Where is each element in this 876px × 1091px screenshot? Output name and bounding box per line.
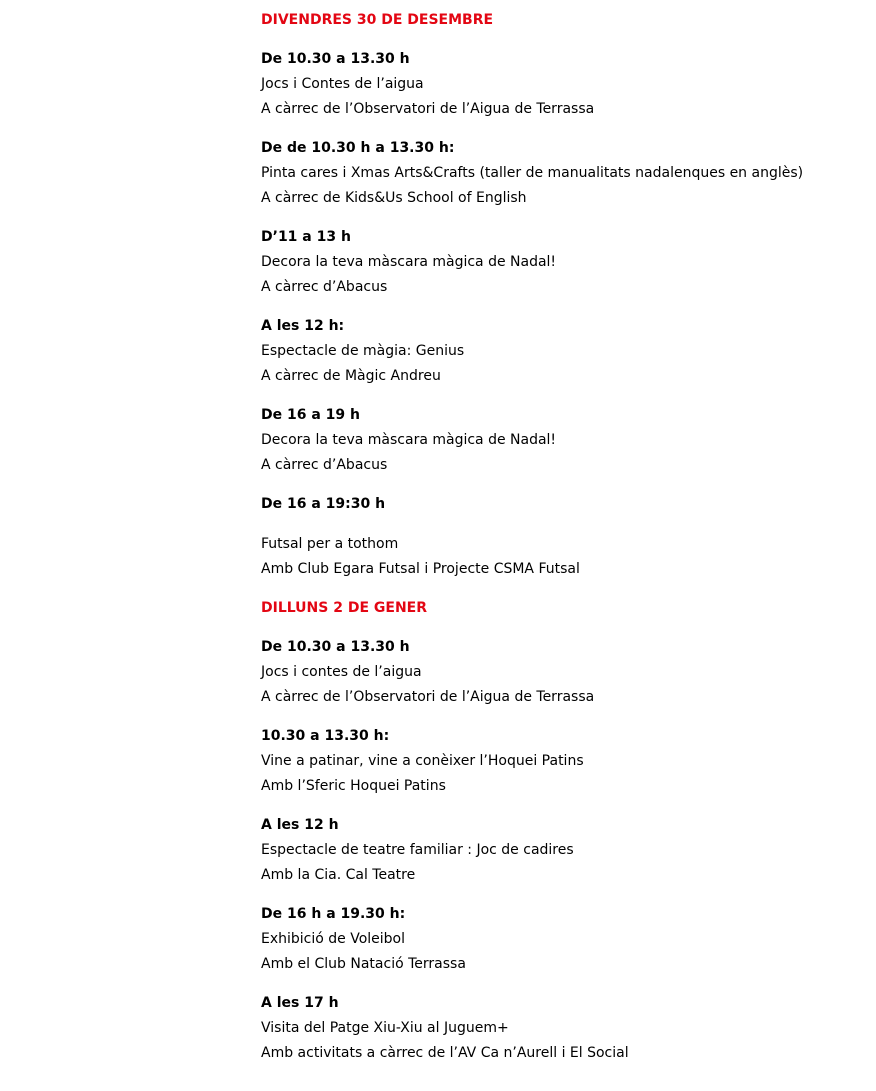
event-item (261, 314, 861, 389)
event-activity: Exhibició de Voleibol (261, 931, 406, 947)
event-time: A les 12 h: (261, 318, 345, 334)
event-time: A les 12 h (261, 817, 339, 833)
event-activity: Vine a patinar, vine a conèixer l’Hoquei Patins (261, 753, 584, 769)
event-organizer: A càrrec de l’Observatori de l’Aigua de Terrassa (261, 101, 595, 117)
event-time: De 16 h a 19.30 h: (261, 906, 406, 922)
event-activity: Decora la teva màscara màgica de Nadal! (261, 254, 557, 270)
event-activity: Visita del Patge Xiu-Xiu al Juguem+ (261, 1020, 509, 1036)
event-organizer: Amb la Cia. Cal Teatre (261, 867, 416, 883)
event-item (261, 225, 861, 300)
event-item (261, 813, 861, 888)
event-activity: Jocs i contes de l’aigua (261, 664, 422, 680)
event-time: De de 10.30 h a 13.30 h: (261, 140, 455, 156)
event-time: De 16 a 19 h (261, 407, 360, 423)
event-activity: Futsal per a tothom (261, 536, 399, 552)
event-item (261, 47, 861, 122)
event-organizer: A càrrec de l’Observatori de l’Aigua de Terrassa (261, 689, 595, 705)
event-activity: Espectacle de teatre familiar : Joc de cadires (261, 842, 574, 858)
event-time: 10.30 a 13.30 h: (261, 728, 390, 744)
event-activity: Pinta cares i Xmas Arts&Crafts (taller de manualitats nadalenques en anglès) (261, 165, 804, 181)
program-content (261, 0, 861, 1066)
event-item (261, 635, 861, 710)
day-section (261, 596, 861, 1066)
event-item (261, 403, 861, 478)
event-item (261, 136, 861, 211)
event-activity: Decora la teva màscara màgica de Nadal! (261, 432, 557, 448)
event-item (261, 902, 861, 977)
event-item (261, 492, 861, 582)
event-organizer: A càrrec d’Abacus (261, 279, 388, 295)
event-time: A les 17 h (261, 995, 339, 1011)
event-activity: Jocs i Contes de l’aigua (261, 76, 424, 92)
event-time: De 16 a 19:30 h (261, 496, 386, 512)
event-activity: Espectacle de màgia: Genius (261, 343, 465, 359)
event-organizer: Amb el Club Natació Terrassa (261, 956, 466, 972)
event-item (261, 724, 861, 799)
day-section (261, 8, 861, 582)
event-organizer: Amb activitats a càrrec de l’AV Ca n’Aurell i El Social (261, 1045, 629, 1061)
event-organizer: A càrrec de Kids&Us School of English (261, 190, 527, 206)
day-heading: DILLUNS 2 DE GENER (261, 600, 428, 616)
event-organizer: A càrrec de Màgic Andreu (261, 368, 441, 384)
event-time: De 10.30 a 13.30 h (261, 51, 410, 67)
event-organizer: A càrrec d’Abacus (261, 457, 388, 473)
event-organizer: Amb Club Egara Futsal i Projecte CSMA Futsal (261, 561, 580, 577)
spacer (261, 517, 861, 532)
event-time: De 10.30 a 13.30 h (261, 639, 410, 655)
day-heading: DIVENDRES 30 DE DESEMBRE (261, 12, 494, 28)
event-time: D’11 a 13 h (261, 229, 351, 245)
event-organizer: Amb l’Sferic Hoquei Patins (261, 778, 446, 794)
event-item (261, 991, 861, 1066)
